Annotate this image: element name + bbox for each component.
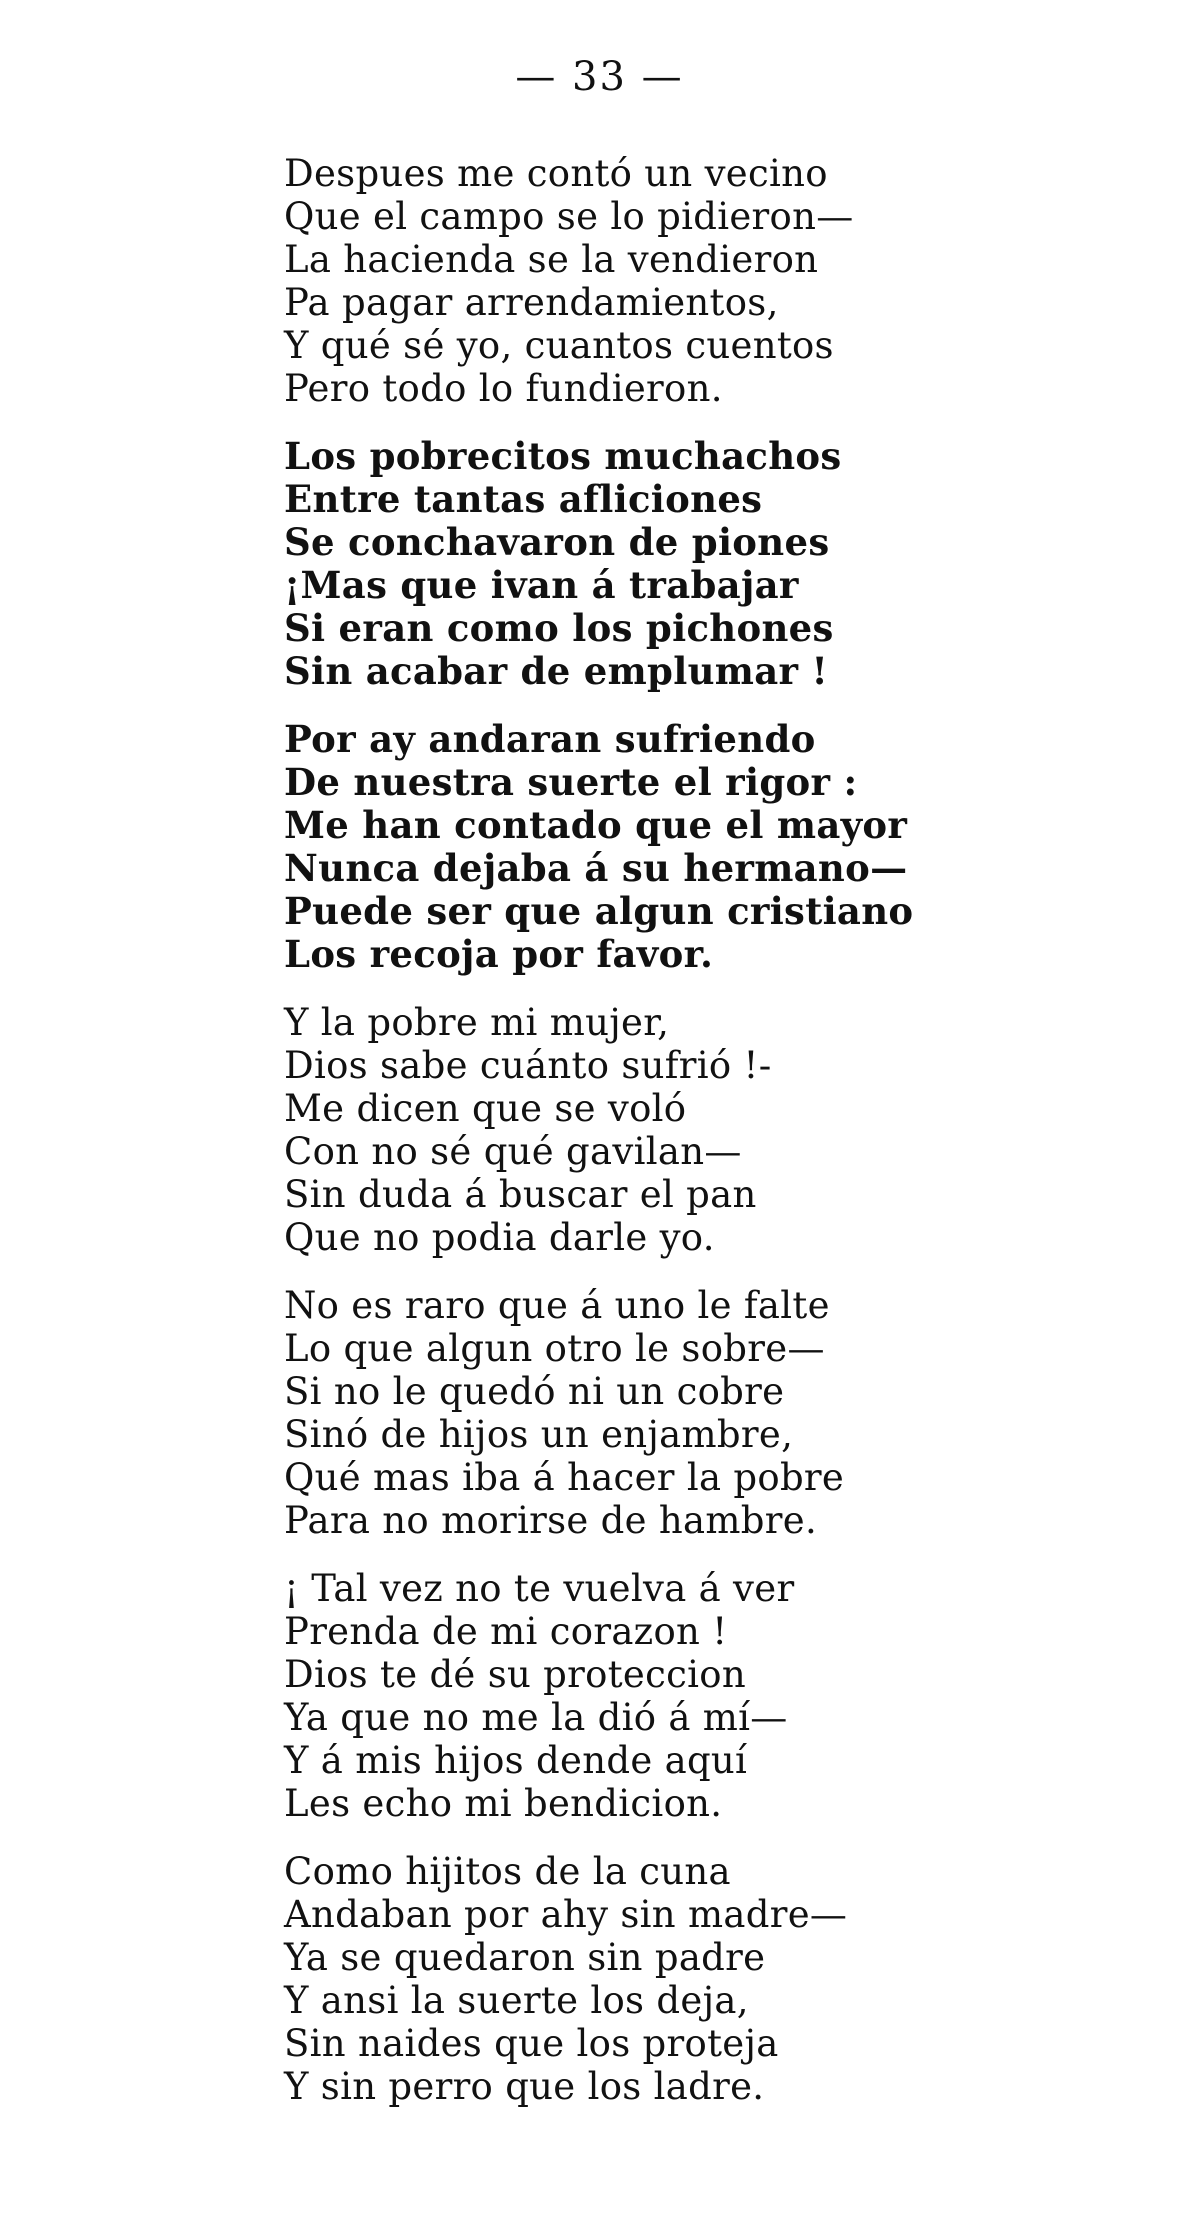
- verse-line: Lo que algun otro le sobre—: [284, 1327, 825, 1370]
- verse-line: Andaban por ahy sin madre—: [284, 1893, 848, 1936]
- stanza-3: [284, 718, 1164, 976]
- verse-line: Me han contado que el mayor: [284, 803, 908, 847]
- verse-line: Sin acabar de emplumar !: [284, 649, 829, 693]
- verse-line: Que el campo se lo pidieron—: [284, 195, 854, 238]
- verse-line: Pa pagar arrendamientos,: [284, 281, 779, 324]
- verse-line: Los recoja por favor.: [284, 932, 714, 976]
- verse-line: Qué mas iba á hacer la pobre: [284, 1456, 845, 1499]
- verse-line: La hacienda se la vendieron: [284, 238, 819, 281]
- verse-line: Por ay andaran sufriendo: [284, 717, 816, 761]
- verse-line: Con no sé qué gavilan—: [284, 1130, 742, 1173]
- verse-line: Ya se quedaron sin padre: [284, 1936, 766, 1979]
- verse-line: No es raro que á uno le falte: [284, 1284, 830, 1327]
- verse-line: Despues me contó un vecino: [284, 152, 828, 195]
- verse-line: Les echo mi bendicion.: [284, 1782, 723, 1825]
- verse-line: Como hijitos de la cuna: [284, 1850, 731, 1893]
- verse-line: Se conchavaron de piones: [284, 520, 830, 564]
- verse-line: Entre tantas afliciones: [284, 477, 763, 521]
- verse-line: ¡Mas que ivan á trabajar: [284, 563, 799, 607]
- stanza-1: [284, 152, 1164, 410]
- stanza-2: [284, 435, 1164, 693]
- stanza-6: [284, 1567, 1164, 1825]
- verse-line: Ya que no me la dió á mí—: [284, 1696, 788, 1739]
- verse-line: Y ansi la suerte los deja,: [284, 1979, 749, 2022]
- verse-line: Prenda de mi corazon !: [284, 1610, 728, 1653]
- verse-line: Pero todo lo fundieron.: [284, 367, 723, 410]
- stanza-5: [284, 1284, 1164, 1542]
- poem-body: [284, 152, 1164, 2133]
- verse-line: Puede ser que algun cristiano: [284, 889, 914, 933]
- verse-line: ¡ Tal vez no te vuelva á ver: [284, 1567, 795, 1610]
- verse-line: De nuestra suerte el rigor :: [284, 760, 858, 804]
- verse-line: Y qué sé yo, cuantos cuentos: [284, 324, 834, 367]
- verse-line: Para no morirse de hambre.: [284, 1499, 818, 1542]
- verse-line: Los pobrecitos muchachos: [284, 434, 842, 478]
- verse-line: Dios sabe cuánto sufrió !-: [284, 1044, 772, 1087]
- verse-line: Y á mis hijos dende aquí: [284, 1739, 748, 1782]
- page-number: — 33 —: [515, 54, 684, 100]
- verse-line: Sin duda á buscar el pan: [284, 1173, 757, 1216]
- verse-line: Si no le quedó ni un cobre: [284, 1370, 785, 1413]
- verse-line: Si eran como los pichones: [284, 606, 834, 650]
- stanza-7: [284, 1850, 1164, 2108]
- verse-line: Sin naides que los proteja: [284, 2022, 779, 2065]
- stanza-4: [284, 1001, 1164, 1259]
- verse-line: Sinó de hijos un enjambre,: [284, 1413, 794, 1456]
- verse-line: Y sin perro que los ladre.: [284, 2065, 765, 2108]
- verse-line: Que no podia darle yo.: [284, 1216, 715, 1259]
- verse-line: Dios te dé su proteccion: [284, 1653, 746, 1696]
- verse-line: Me dicen que se voló: [284, 1087, 687, 1130]
- verse-line: Nunca dejaba á su hermano—: [284, 846, 908, 890]
- verse-line: Y la pobre mi mujer,: [284, 1001, 670, 1044]
